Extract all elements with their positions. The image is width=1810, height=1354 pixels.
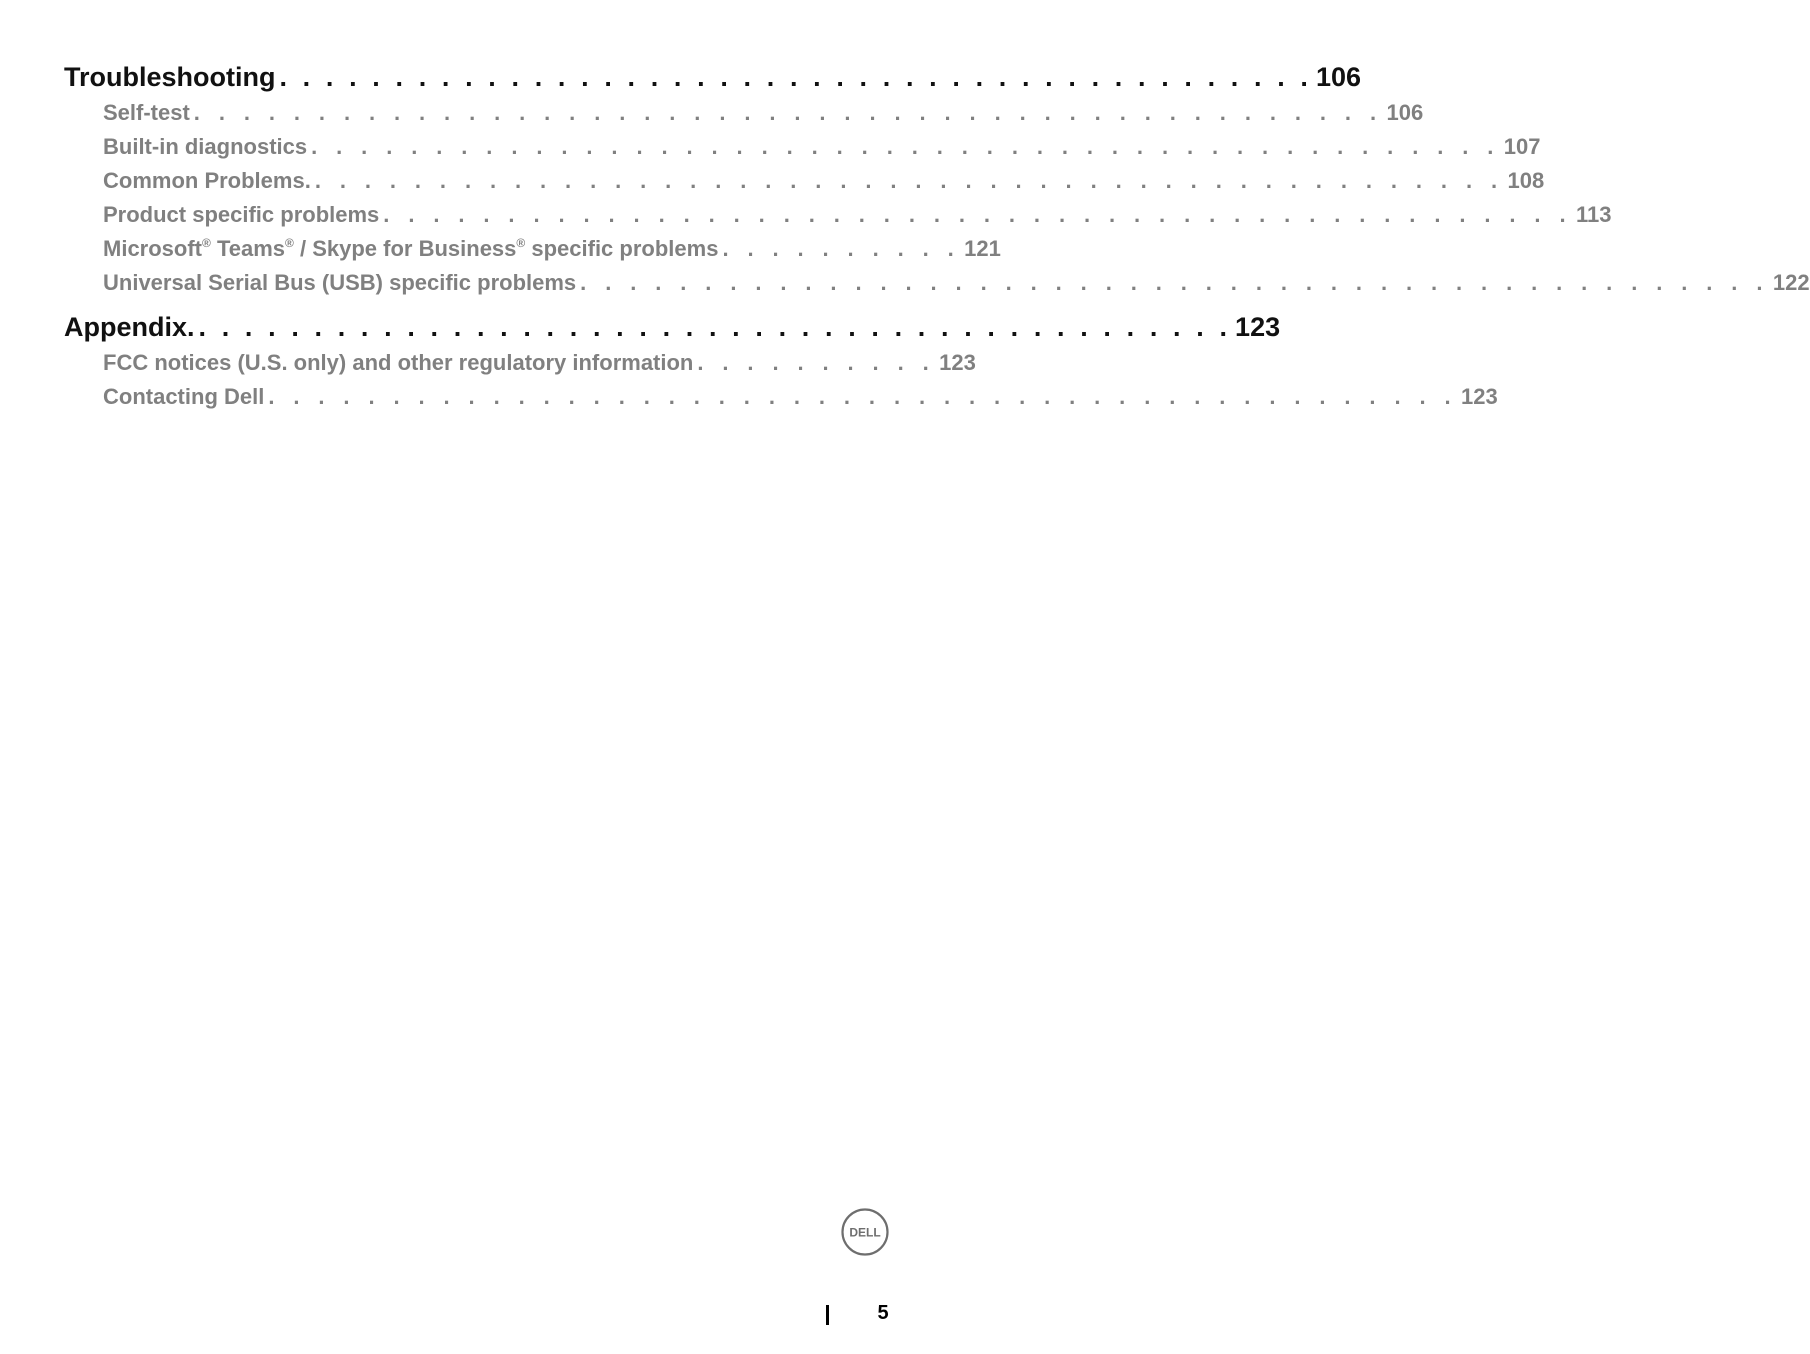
toc-entry-built-in-diagnostics[interactable]: [103, 130, 1541, 164]
title-part: Teams: [210, 236, 286, 261]
dot-leader: . . . . . . . . . . . . . . . . . . . . . . . . . . . . . . . . . . . . . . . . . . . . . . . .: [580, 270, 1769, 295]
dot-leader: . . . . . . . . . . . . . . . . . . . . . . . . . . . . . . . . . . . . . . . . . . . . . . . .: [383, 202, 1572, 227]
toc-entry-fcc-notices[interactable]: [103, 346, 976, 380]
toc-entry-page: 123: [1235, 312, 1281, 342]
toc-entry-title: Self-test: [103, 100, 190, 125]
toc-entry-page: 113: [1575, 202, 1612, 227]
toc-entry-title: Product specific problems: [103, 202, 380, 227]
toc-entry-product-specific-problems[interactable]: [103, 198, 1612, 232]
toc-entry-page: 108: [1507, 168, 1545, 193]
toc-entry-page: 121: [964, 236, 1001, 261]
title-part: Microsoft: [103, 236, 202, 261]
toc-entry-page: 106: [1386, 100, 1424, 125]
registered-mark: ®: [285, 236, 294, 250]
toc-entry-page: 107: [1503, 134, 1541, 159]
page-number: 5: [877, 1302, 889, 1324]
toc-entry-page: 122: [1772, 270, 1810, 295]
toc-entry-appendix[interactable]: [64, 308, 1281, 346]
toc-entry-title: [103, 232, 718, 266]
toc-entry-usb-specific-problems[interactable]: [103, 266, 1810, 300]
toc-entry-self-test[interactable]: [103, 96, 1424, 130]
toc-entry-teams-skype-problems[interactable]: [103, 232, 1001, 266]
toc-entry-title: Built-in diagnostics: [103, 134, 308, 159]
toc-entry-title: Universal Serial Bus (USB) specific problems: [103, 270, 577, 295]
toc-entry-contacting-dell[interactable]: [103, 380, 1498, 414]
toc-entry-troubleshooting[interactable]: [64, 58, 1362, 96]
dot-leader: . . . . . . . . . . . . . . . . . . . . . . . . . . . . . . . . . . . . . . . . . . . . . . . .: [193, 100, 1383, 125]
toc-entry-page: 106: [1316, 62, 1362, 92]
registered-mark: ®: [202, 236, 211, 250]
toc-entry-title: Troubleshooting: [64, 62, 276, 92]
table-of-contents: [64, 58, 1810, 414]
toc-entry-page: 123: [1461, 384, 1498, 409]
toc-entry-title: Common Problems.: [103, 168, 311, 193]
dell-logo-icon: [841, 1208, 889, 1256]
toc-entry-title: FCC notices (U.S. only) and other regulatory information: [103, 350, 694, 375]
dot-leader: . . . . . . . . . . . . . . . . . . . . . . . . . . . . . . . . . . . . . . . . . . . . .: [279, 62, 1313, 92]
toc-entry-common-problems[interactable]: [103, 164, 1545, 198]
logo-text: DELL: [849, 1225, 881, 1240]
title-part: specific problems: [525, 236, 719, 261]
footer-divider: [826, 1305, 829, 1325]
dot-leader: . . . . . . . . . .: [697, 350, 936, 375]
toc-entry-title: Contacting Dell: [103, 384, 265, 409]
dot-leader: . . . . . . . . . . . . . . . . . . . . . . . . . . . . . . . . . . . . . . . . . . . . . . . .: [311, 134, 1500, 159]
dot-leader: . . . . . . . . . . . . . . . . . . . . . . . . . . . . . . . . . . . . . . . . . . . . . . . .: [268, 384, 1458, 409]
toc-entry-page: 123: [939, 350, 976, 375]
dot-leader: . . . . . . . . . .: [722, 236, 961, 261]
dell-logo: [841, 1208, 889, 1256]
registered-mark: ®: [516, 236, 526, 250]
dot-leader: . . . . . . . . . . . . . . . . . . . . . . . . . . . . . . . . . . . . . . . . . . . . . . . .: [314, 168, 1504, 193]
title-part: / Skype for Business: [293, 236, 517, 261]
dot-leader: . . . . . . . . . . . . . . . . . . . . . . . . . . . . . . . . . . . . . . . . . . . . .: [198, 312, 1232, 342]
toc-entry-title: Appendix.: [64, 312, 195, 342]
